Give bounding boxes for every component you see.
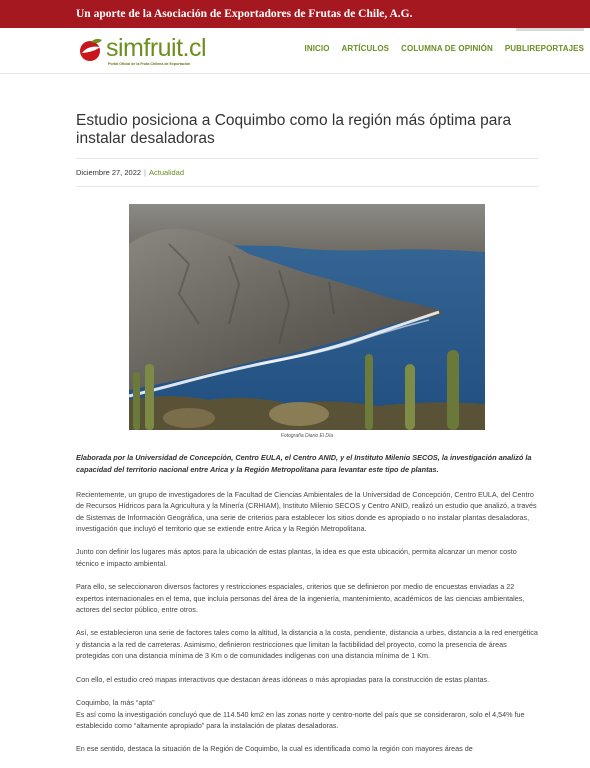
brand-tagline: Portal Oficial de la Fruta Chilena de Exportación xyxy=(108,62,191,66)
nav-active-indicator xyxy=(516,28,584,31)
article-category-link[interactable]: Actualidad xyxy=(149,168,185,177)
nav-item-columna-de-opinion[interactable]: COLUMNA DE OPINIÓN xyxy=(401,44,493,53)
article-paragraph: Junto con definir los lugares más aptos para la ubicación de estas plantas, la idea es que esta ubicación, permita alcanzar un menor costo técnico e impacto ambiental. xyxy=(76,547,517,568)
photo-caption: Fotografía Diario El Día xyxy=(280,433,334,439)
site-logo[interactable] xyxy=(78,34,228,70)
fruit-logo-icon xyxy=(78,37,104,63)
nav-item-inicio[interactable]: INICIO xyxy=(304,44,330,53)
article-figure xyxy=(129,204,485,439)
article-paragraph: Es así como la investigación concluyó que de 114.540 km2 en las zonas norte y centro-norte del país que se consideraron, solo el 4,54% fue establecido como “altamente apropiado” para la instalación de platas desaladoras. xyxy=(76,709,525,730)
nav-item-articulos[interactable]: ARTÍCULOS xyxy=(341,44,390,53)
article-subheading: Coquimbo, la más “apta” xyxy=(76,698,155,708)
sponsor-banner-text: Un aporte de la Asociación de Exportadores de Frutas de Chile, A.G. xyxy=(76,8,413,20)
meta-separator: | xyxy=(144,168,146,177)
article-paragraph: Con ello, el estudio creó mapas interactivos que destacan áreas idóneas o más apropiadas para la construcción de estas plantas. xyxy=(76,674,490,684)
article-paragraph: Para ello, se seleccionaron diversos factores y restricciones espaciales, criterios que se definieron por medio de encuestas enviadas a 22 expertos internacionales en el tema, que incluía personas del área de la ingeniería, mantenimiento, académicos de las ciencias ambientales, actores del sector público, entre otros. xyxy=(76,582,525,615)
main-nav xyxy=(305,44,585,53)
article-date: Diciembre 27, 2022 xyxy=(76,168,142,177)
article-title: Estudio posiciona a Coquimbo como la región más óptima para instalar desaladoras xyxy=(76,112,538,159)
article xyxy=(76,74,538,755)
brand-name: simfruit.cl xyxy=(106,34,207,62)
coastline-photo xyxy=(129,204,485,430)
article-paragraph: Recientemente, un grupo de investigadores de la Facultad de Ciencias Ambientales de la Universidad de Concepción, Centro EULA, del Centro de Recursos Hídricos para la Agricultura y la Minería (CRHIAM), Instituto Milenio SECOS y Centro ANID, realizó un estudio que analizó, a través de Sistemas de Información Geográfica, una serie de criterios para establecer los sitios donde es apropiado o no instalar plantas desaladoras, investigación que incluyó el territorio que se extiende entre Arica y la Región Metropolitana. xyxy=(76,489,537,534)
article-paragraph: En ese sentido, destaca la situación de la Región de Coquimbo, la cual es identificada como la región con mayores áreas de xyxy=(76,744,473,754)
article-lead: Elaborada por la Universidad de Concepción, Centro EULA, el Centro ANID, y el Instituto Milenio SECOS, la investigación analizó la capacidad del territorio nacional entre Arica y la Región Metropolitana para levantar este tipo de plantas. xyxy=(76,453,532,475)
nav-item-publireportajes[interactable]: PUBLIREPORTAJES xyxy=(504,44,584,53)
site-header xyxy=(0,28,590,74)
article-meta xyxy=(76,159,538,187)
article-paragraph: Así, se establecieron una serie de factores tales como la altitud, la distancia a la costa, pendiente, distancia a urbes, distancia a la red energética y distancia a la red de carreteras. Asimismo, definieron restricciones que limitan la factibilidad del proyecto, como la presencia de áreas protegidas con una distancia mínima de 3 Km o de comunidades indígenas con una distancia mínima de 1 Km. xyxy=(76,628,538,661)
sponsor-banner xyxy=(0,0,590,28)
